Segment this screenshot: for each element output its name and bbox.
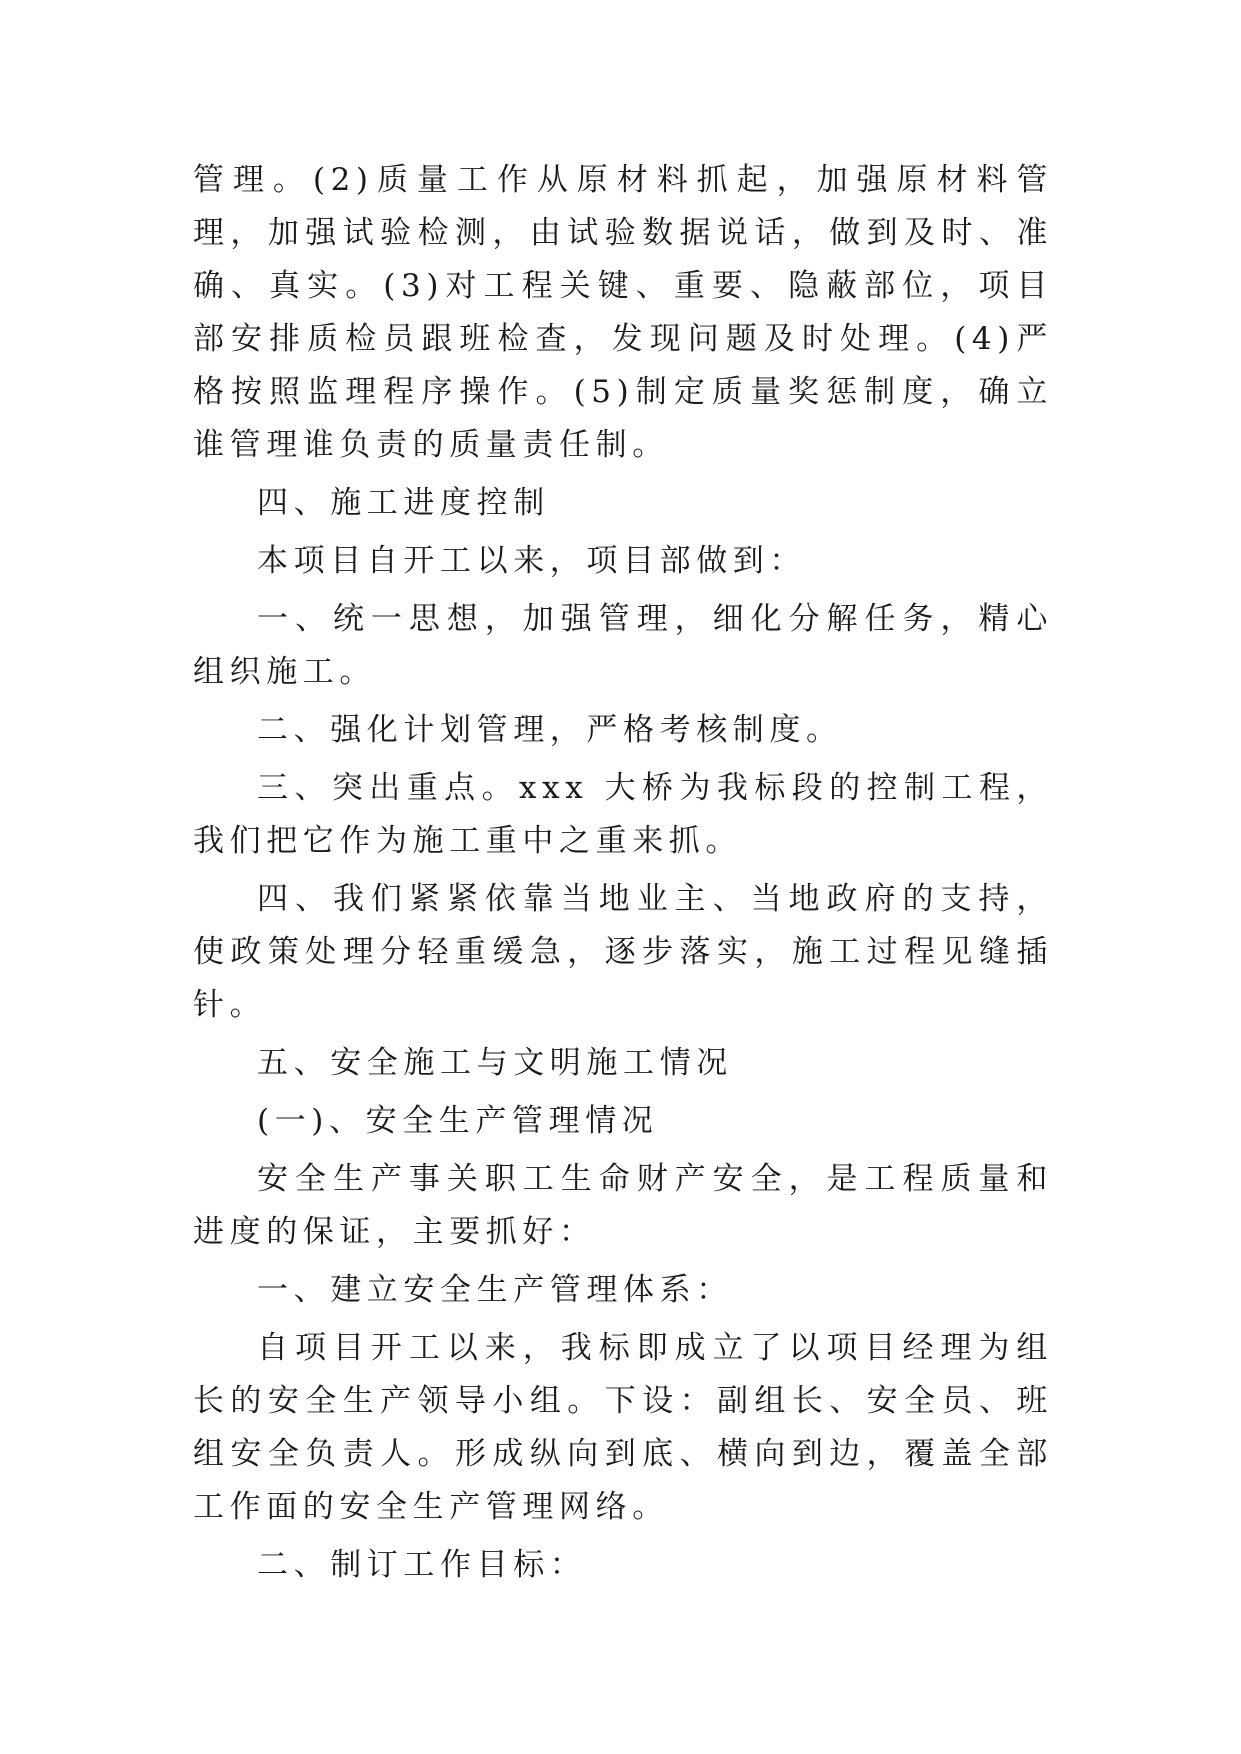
list-item-safety-1: 一、建立安全生产管理体系：	[257, 1272, 733, 1308]
paragraph-quality-measures: 管理。(2)质量工作从原材料抓起，加强原材料管理，加强试验检测，由试验数据说话，做到及时、准确、真实。(3)对工程关键、重要、隐蔽部位，项目部安排质检员跟班检查，发现问题及时处理。(4)严格按照监理程序操作。(5)制定质量奖惩制度，确立谁管理谁负责的质量责任制。	[193, 162, 1053, 463]
heading-safety-civilized: 五、安全施工与文明施工情况	[257, 1045, 733, 1081]
paragraph-safety-system: 自项目开工以来，我标即成立了以项目经理为组长的安全生产领导小组。下设：副组长、安全员、班组安全负责人。形成纵向到底、横向到边，覆盖全部工作面的安全生产管理网络。	[193, 1330, 1053, 1525]
paragraph-progress-intro: 本项目自开工以来，项目部做到：	[257, 543, 806, 579]
heading-progress-control: 四、施工进度控制	[257, 485, 550, 521]
list-item-progress-3: 三、突出重点。xxx 大桥为我标段的控制工程，我们把它作为施工重中之重来抓。	[193, 770, 1053, 859]
subheading-safety-management: (一)、安全生产管理情况	[257, 1103, 659, 1139]
paragraph-safety-intro: 安全生产事关职工生命财产安全，是工程质量和进度的保证，主要抓好：	[193, 1161, 1053, 1250]
list-item-progress-2: 二、强化计划管理，严格考核制度。	[257, 712, 843, 748]
list-item-safety-2: 二、制订工作目标：	[257, 1547, 587, 1583]
document-body	[193, 154, 1053, 1597]
list-item-progress-1: 一、统一思想，加强管理，细化分解任务，精心组织施工。	[193, 601, 1053, 690]
list-item-progress-4: 四、我们紧紧依靠当地业主、当地政府的支持，使政策处理分轻重缓急，逐步落实，施工过程见缝插针。	[193, 881, 1053, 1023]
